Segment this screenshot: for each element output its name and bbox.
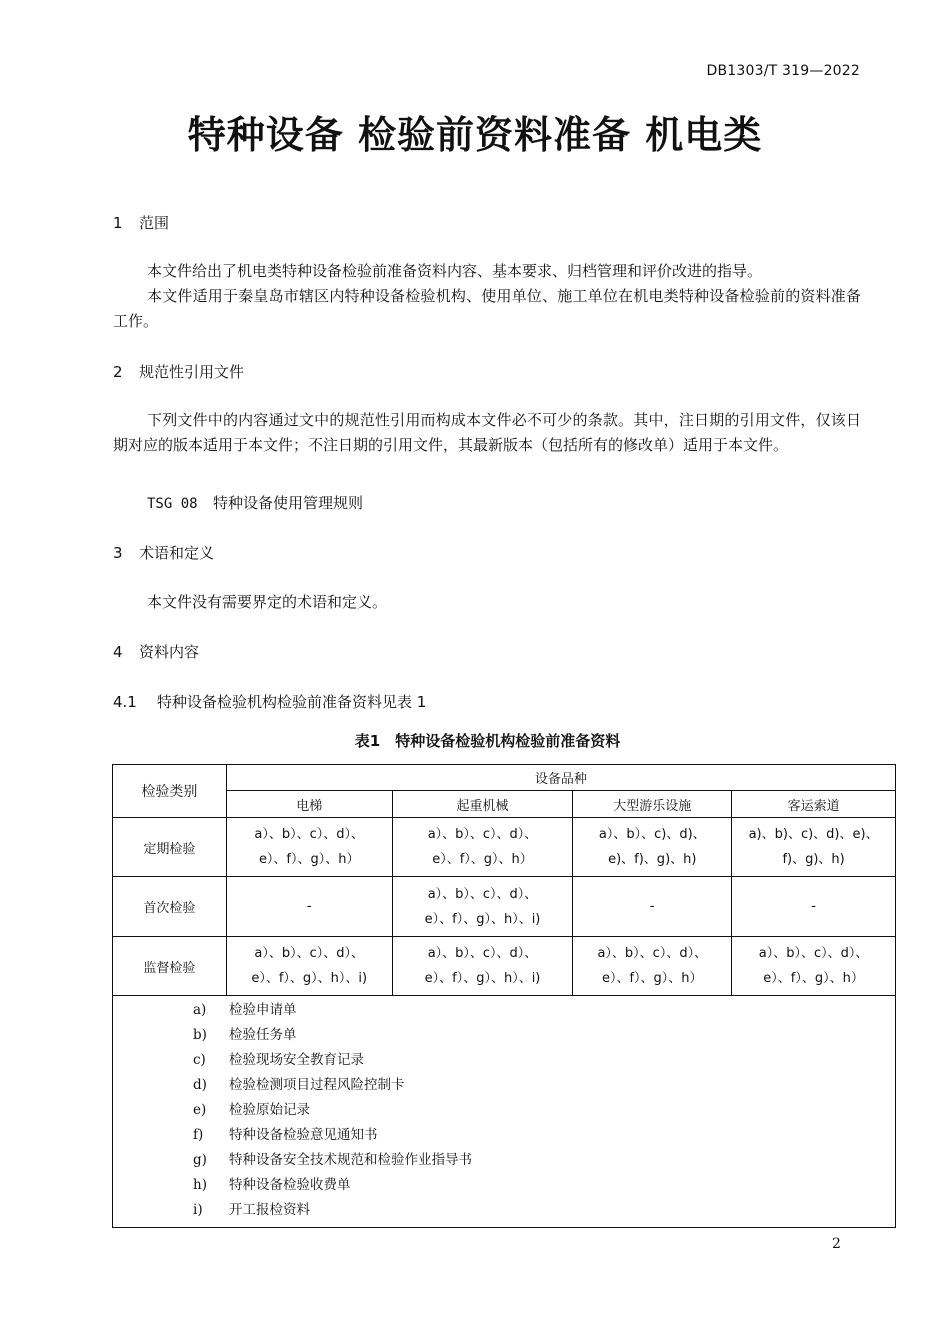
table-row xyxy=(113,818,896,877)
table-cell: a）、b）、c）、d）、 e）、f）、g）、h）、i) xyxy=(392,937,573,996)
table-cell: - xyxy=(732,877,896,937)
note-item: f) 特种设备检验意见通知书 xyxy=(193,1127,378,1143)
document-title: 特种设备 检验前资料准备 机电类 xyxy=(187,113,763,157)
normative-reference xyxy=(147,492,363,513)
section-number: 4 xyxy=(113,643,123,661)
table-row xyxy=(113,937,896,996)
note-item: d) 检验检测项目过程风险控制卡 xyxy=(193,1077,405,1093)
section-number: 3 xyxy=(113,544,123,562)
standard-code: DB1303/T 319—2022 xyxy=(706,63,860,79)
table-cell: - xyxy=(226,877,392,937)
section-title: 特种设备检验机构检验前准备资料见表 1 xyxy=(157,693,427,711)
table-row xyxy=(113,877,896,937)
section-title: 范围 xyxy=(139,214,170,232)
note-item: i) 开工报检资料 xyxy=(193,1202,310,1218)
reference-title: 特种设备使用管理规则 xyxy=(213,494,364,512)
row-label: 定期检验 xyxy=(113,818,227,877)
table-notes xyxy=(113,996,896,1228)
reference-code: TSG 08 xyxy=(147,496,198,512)
table-cell: a）、b）、c）、d）、 e）、f）、g）、h） xyxy=(732,937,896,996)
section-3-heading xyxy=(113,542,214,563)
section-4-heading xyxy=(113,641,199,662)
section-number: 4.1 xyxy=(113,693,137,711)
section-2-heading xyxy=(113,361,244,382)
section-1-paragraph-2: 本文件适用于秦皇岛市辖区内特种设备检验机构、使用单位、施工单位在机电类特种设备检验前的资料准备工作。 xyxy=(113,287,861,330)
section-title: 规范性引用文件 xyxy=(139,363,245,381)
note-item: e) 检验原始记录 xyxy=(193,1102,310,1118)
header-category: 检验类别 xyxy=(113,765,227,818)
section-number: 1 xyxy=(113,214,123,232)
notes-row xyxy=(113,996,896,1228)
table-cell: - xyxy=(573,877,732,937)
section-1-paragraph-1: 本文件给出了机电类特种设备检验前准备资料内容、基本要求、归档管理和评价改进的指导。 xyxy=(147,262,763,280)
section-title: 术语和定义 xyxy=(139,544,215,562)
section-4-1-heading xyxy=(113,691,426,712)
table-cell: a）、b）、c）、d）、 e）、f）、g）、h） xyxy=(392,818,573,877)
section-1-heading xyxy=(113,212,169,233)
header-col-passenger-ropeway: 客运索道 xyxy=(732,791,896,818)
note-item: a) 检验申请单 xyxy=(193,1002,297,1018)
header-col-lifting-machinery: 起重机械 xyxy=(392,791,573,818)
section-number: 2 xyxy=(113,363,123,381)
page-number: 2 xyxy=(832,1236,841,1252)
table-cell: a）、b）、c）、d）、 e）、f）、g）、h）、i) xyxy=(392,877,573,937)
section-2-paragraph-1: 下列文件中的内容通过文中的规范性引用而构成本文件必不可少的条款。其中，注日期的引用文件，仅该日期对应的版本适用于本文件；不注日期的引用文件，其最新版本（包括所有的修改单）适用于本文件。 xyxy=(113,411,861,454)
table-cell: a）、b）、c）、d）、 e）、f）、g）、h） xyxy=(226,818,392,877)
section-3-paragraph-1: 本文件没有需要界定的术语和定义。 xyxy=(147,593,388,611)
note-item: c) 检验现场安全教育记录 xyxy=(193,1052,364,1068)
table-caption: 表1 特种设备检验机构检验前准备资料 xyxy=(354,732,621,750)
row-label: 监督检验 xyxy=(113,937,227,996)
header-col-elevator: 电梯 xyxy=(226,791,392,818)
table-cell: a）、b）、c）、d）、 e）、f）、g）、h） xyxy=(573,937,732,996)
note-item: g) 特种设备安全技术规范和检验作业指导书 xyxy=(193,1152,472,1168)
row-label: 首次检验 xyxy=(113,877,227,937)
header-equipment-group: 设备品种 xyxy=(226,765,895,791)
table-cell: a)、b)、c)、d)、e)、 f)、g)、h) xyxy=(732,818,896,877)
table-cell: a）、b）、c）、d）、 e）、f）、g）、h）、i) xyxy=(226,937,392,996)
inspection-materials-table xyxy=(112,764,896,1228)
note-item: b) 检验任务单 xyxy=(193,1027,297,1043)
header-col-amusement-facilities: 大型游乐设施 xyxy=(573,791,732,818)
table-cell: a）、b）、c)、d)、 e)、f)、g)、h) xyxy=(573,818,732,877)
section-title: 资料内容 xyxy=(139,643,200,661)
note-item: h) 特种设备检验收费单 xyxy=(193,1177,351,1193)
